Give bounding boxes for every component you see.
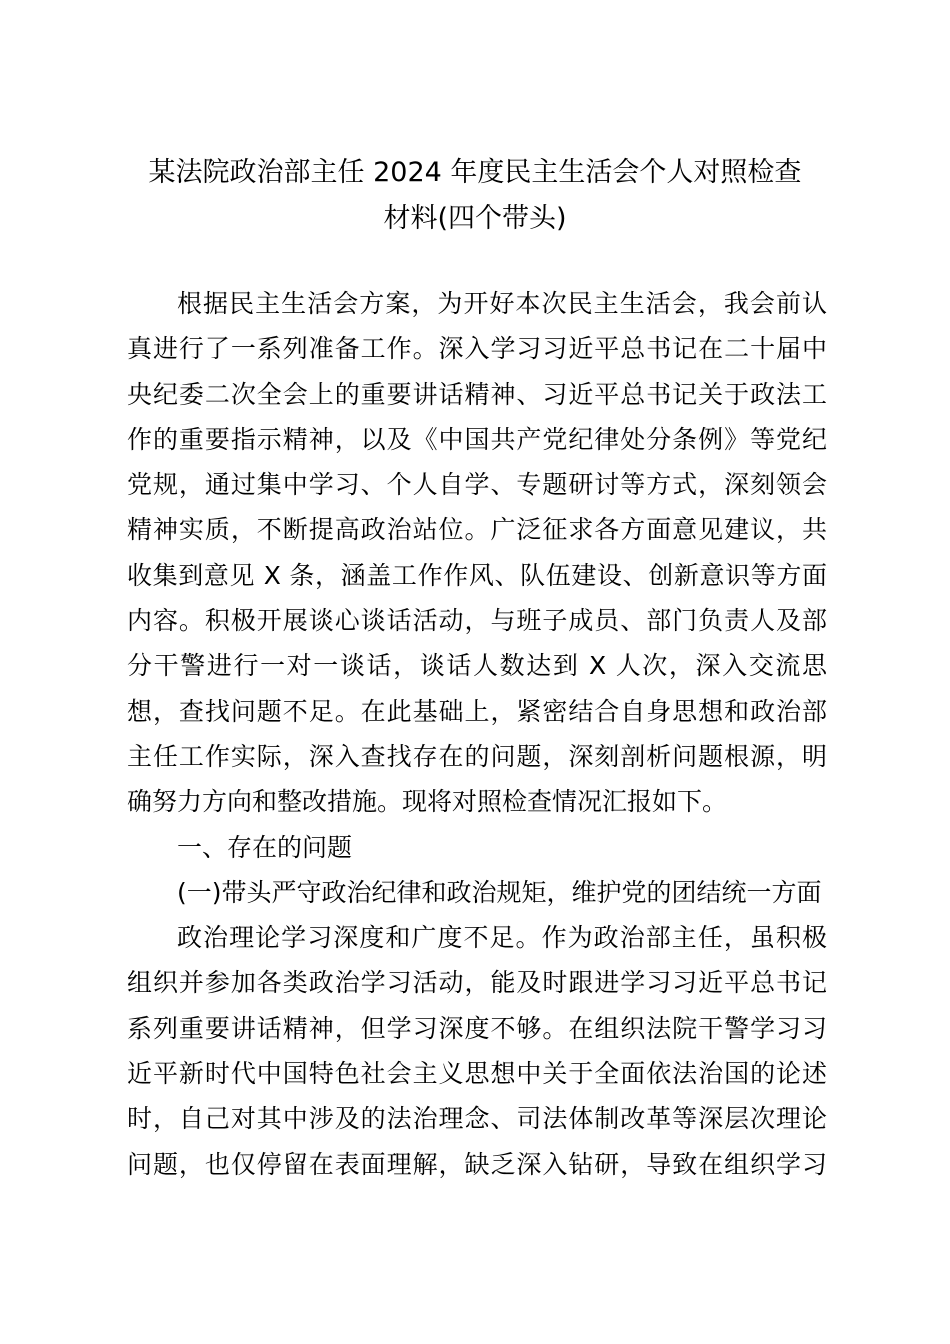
paragraph-line: 时，自己对其中涉及的法治理念、司法体制改革等深层次理论 — [127, 1104, 827, 1134]
paragraph-line: 想，查找问题不足。在此基础上，紧密结合自身思想和政治部 — [127, 696, 827, 726]
paragraph-line: 主任工作实际，深入查找存在的问题，深刻剖析问题根源，明 — [127, 741, 827, 771]
section-heading: 一、存在的问题 — [177, 832, 353, 862]
paragraph-line: 内容。积极开展谈心谈话活动，与班子成员、部门负责人及部 — [127, 606, 827, 636]
document-body — [127, 281, 827, 1187]
paragraph-line: 系列重要讲话精神，但学习深度不够。在组织法院干警学习习 — [127, 1013, 827, 1043]
paragraph-line: 组织并参加各类政治学习活动，能及时跟进学习习近平总书记 — [127, 968, 827, 998]
document-title-line-2: 材料(四个带头) — [383, 203, 567, 234]
paragraph-line: 作的重要指示精神，以及《中国共产党纪律处分条例》等党纪 — [127, 424, 827, 454]
paragraph-line: 真进行了一系列准备工作。深入学习习近平总书记在二十届中 — [127, 334, 827, 364]
paragraph-line: 问题，也仅停留在表面理解，缺乏深入钻研，导致在组织学习 — [127, 1149, 827, 1179]
document-title-line-1: 某法院政治部主任 2024 年度民主生活会个人对照检查 — [148, 157, 802, 188]
paragraph-line: 近平新时代中国特色社会主义思想中关于全面依法治国的论述 — [127, 1059, 827, 1089]
subsection-heading: (一)带头严守政治纪律和政治规矩，维护党的团结统一方面 — [177, 877, 822, 907]
paragraph-line: 分干警进行一对一谈话，谈话人数达到 X 人次，深入交流思 — [127, 651, 827, 681]
paragraph-line: 确努力方向和整改措施。现将对照检查情况汇报如下。 — [127, 787, 728, 817]
paragraph-line: 精神实质，不断提高政治站位。广泛征求各方面意见建议，共 — [127, 515, 827, 545]
paragraph-line: 党规，通过集中学习、个人自学、专题研讨等方式，深刻领会 — [127, 470, 827, 500]
paragraph-line: 政治理论学习深度和广度不足。作为政治部主任，虽积极 — [177, 923, 827, 953]
paragraph-line: 收集到意见 X 条，涵盖工作作风、队伍建设、创新意识等方面 — [127, 560, 827, 590]
paragraph-line: 央纪委二次全会上的重要讲话精神、习近平总书记关于政法工 — [127, 379, 827, 409]
paragraph-line: 根据民主生活会方案，为开好本次民主生活会，我会前认 — [177, 289, 827, 318]
